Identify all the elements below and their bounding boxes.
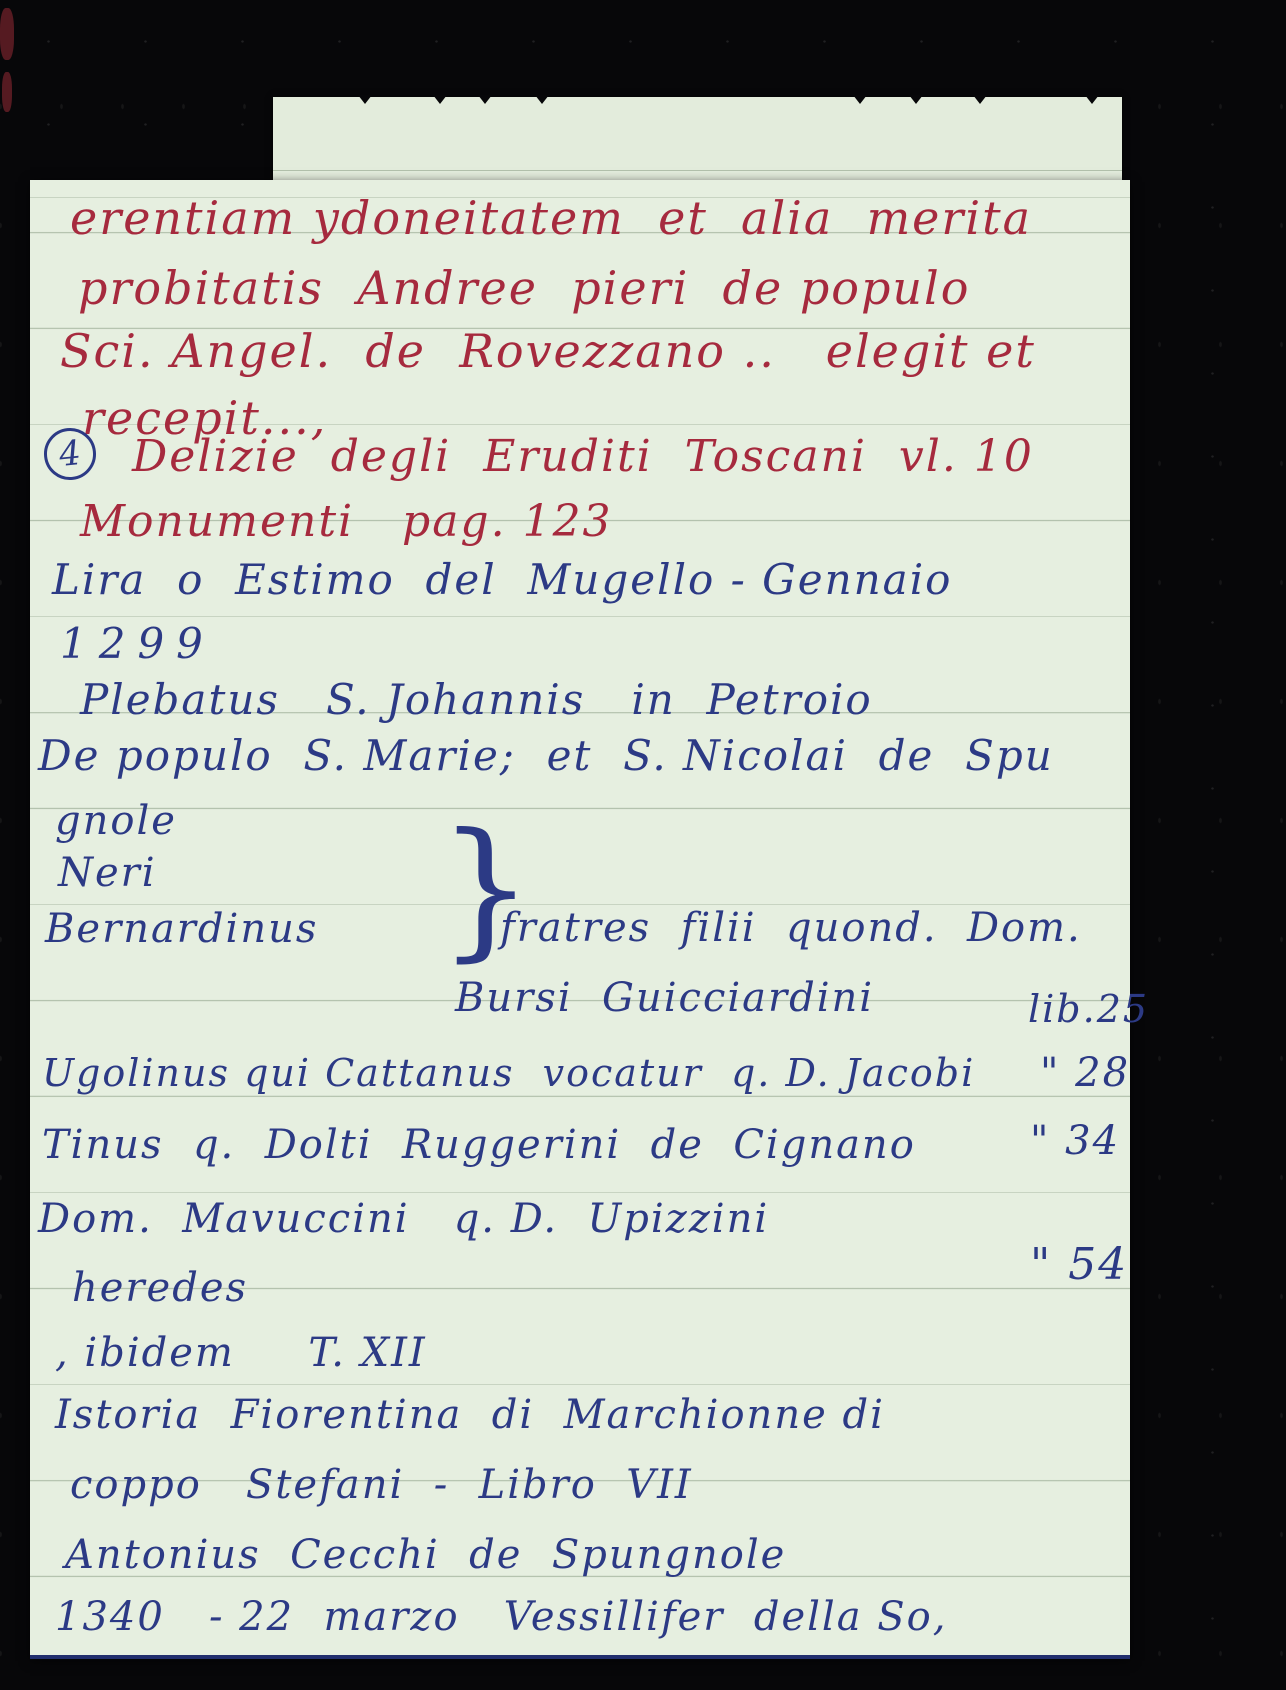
handwritten-line: heredes	[72, 1265, 249, 1311]
handwritten-line: De populo S. Marie; et S. Nicolai de Spu	[38, 731, 1054, 780]
handwritten-line: gnole	[55, 798, 177, 844]
handwritten-line: Bursi Guicciardini	[455, 975, 875, 1021]
annotation-number: 4	[57, 432, 83, 476]
handwritten-line: Monumenti pag. 123	[80, 496, 613, 547]
handwritten-line: 1299	[60, 619, 215, 668]
ledger-value: " 54	[1030, 1239, 1129, 1290]
torn-edge-nick	[909, 95, 923, 104]
handwritten-line: Dom. Mavuccini q. D. Upizzini	[38, 1196, 770, 1242]
torn-edge-nick	[1085, 95, 1099, 104]
grouping-brace: }	[438, 802, 534, 976]
index-card	[30, 180, 1150, 1659]
handwritten-line: Antonius Cecchi de Spungnole	[65, 1532, 787, 1578]
handwritten-line: Delizie degli Eruditi Toscani vl. 10	[132, 431, 1034, 482]
ledger-value: " 28	[1040, 1050, 1131, 1096]
handwritten-line: Plebatus S. Johannis in Petroio	[80, 675, 873, 724]
torn-edge-nick	[535, 95, 549, 104]
handwritten-line: Tinus q. Dolti Ruggerini de Cignano	[42, 1122, 916, 1168]
torn-edge-nick	[478, 95, 492, 104]
torn-edge-nick	[358, 95, 372, 104]
handwritten-line: 1340 - 22 marzo Vessillifer della So,	[55, 1594, 948, 1640]
handwritten-line: Sci. Angel. de Rovezzano .. elegit et	[60, 324, 1036, 378]
handwritten-line: probitatis Andree pieri de populo	[78, 261, 971, 315]
handwritten-line: erentiam ydoneitatem et alia merita	[70, 191, 1033, 245]
handwritten-line: Bernardinus	[45, 906, 319, 952]
scan-edge-artifact	[0, 8, 14, 60]
handwritten-line: Istoria Fiorentina di Marchionne di	[55, 1392, 885, 1438]
handwritten-line: , ibidem T. XII	[55, 1330, 427, 1376]
handwritten-line: fratres filii quond. Dom.	[500, 905, 1082, 951]
torn-edge-nick	[973, 95, 987, 104]
handwritten-line: Neri	[58, 850, 157, 896]
torn-edge-nick	[853, 95, 867, 104]
handwritten-line: Ugolinus qui Cattanus vocatur q. D. Jacobi	[42, 1051, 976, 1095]
ledger-value: lib.25	[1028, 987, 1150, 1031]
torn-edge-nick	[433, 95, 447, 104]
handwritten-line: Lira o Estimo del Mugello - Gennaio	[52, 555, 953, 604]
ledger-value: " 34	[1030, 1118, 1121, 1164]
scan-edge-artifact	[2, 72, 12, 112]
handwritten-line: coppo Stefani - Libro VII	[70, 1462, 693, 1508]
handwritten-line: recepit...,	[82, 391, 328, 445]
